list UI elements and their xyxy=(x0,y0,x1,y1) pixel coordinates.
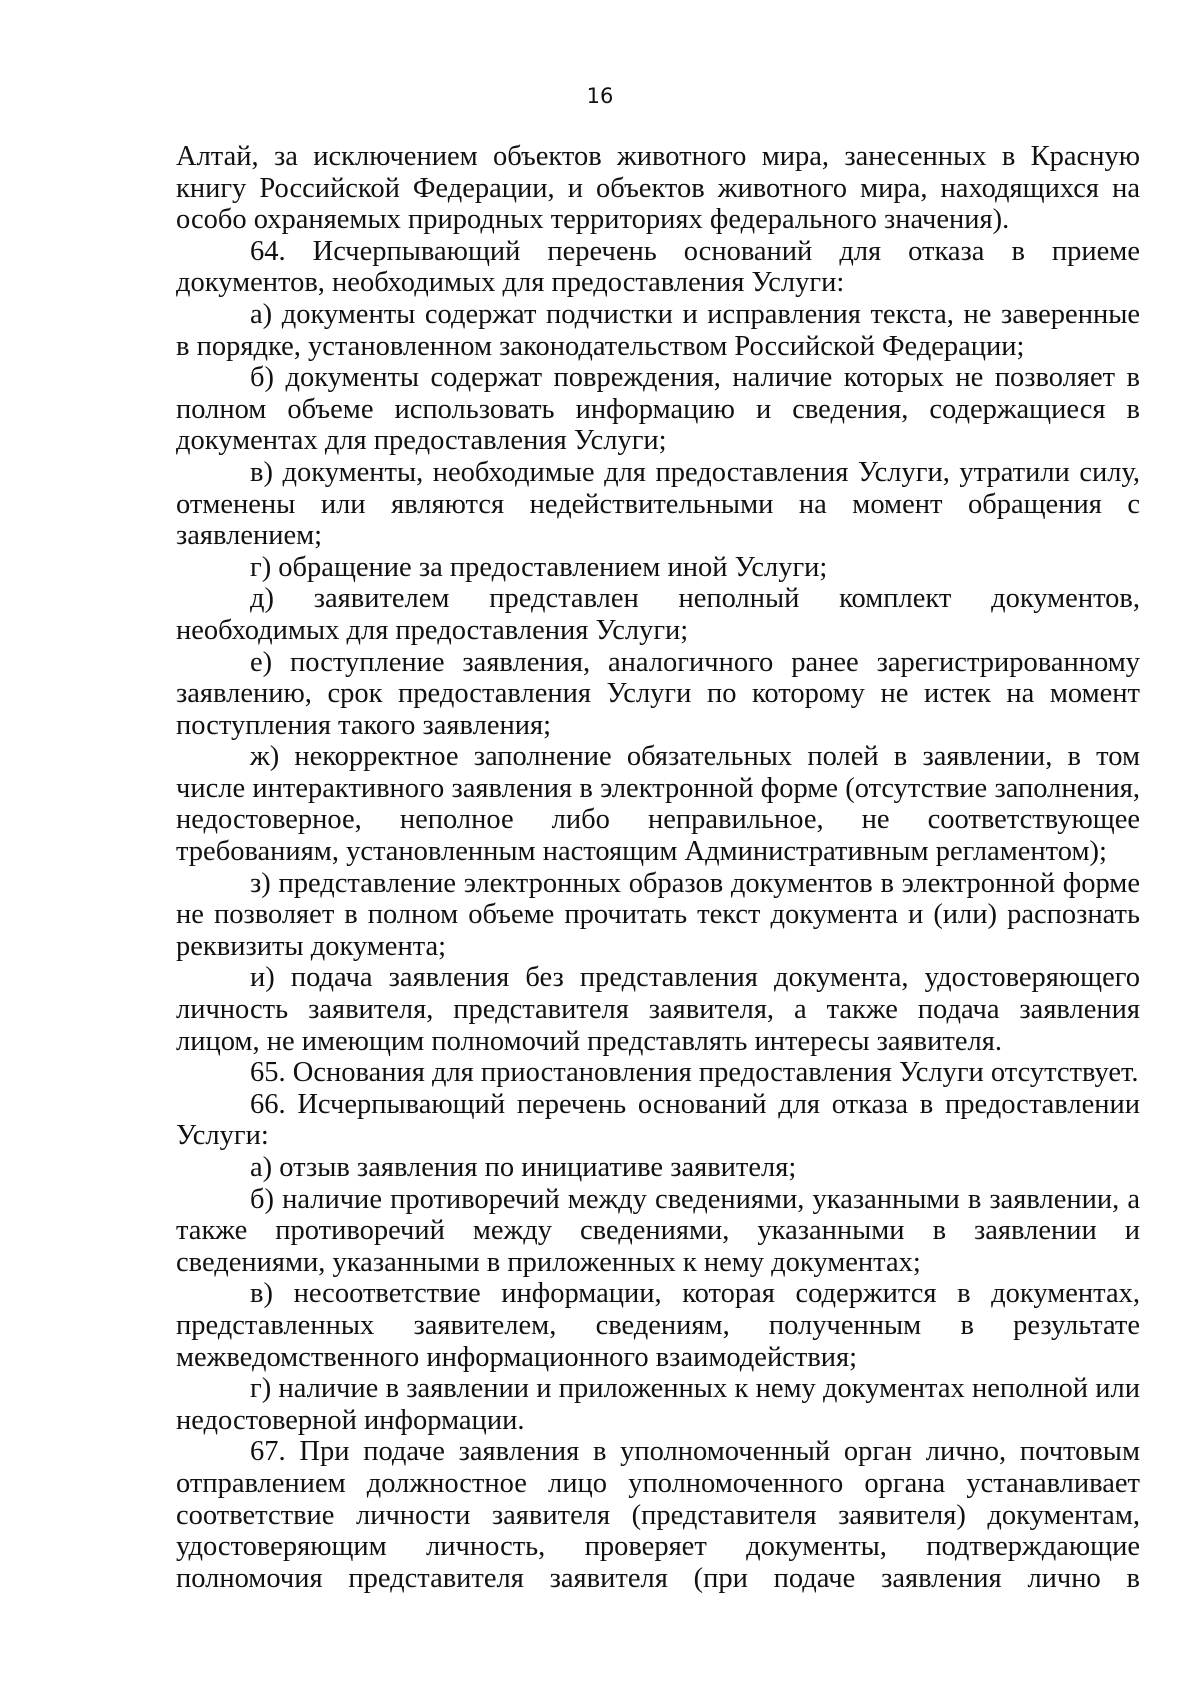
paragraph: Алтай, за исключением объектов животного мира, занесенных в Красную книгу Российской Федерации, и объектов животного мира, находящихся на особо охраняемых природных территориях федерального значения). xyxy=(176,141,1140,236)
document-body xyxy=(176,141,1140,1594)
paragraph: 66. Исчерпывающий перечень оснований для отказа в предоставлении Услуги: xyxy=(176,1088,1140,1152)
paragraph: г) обращение за предоставлением иной Услуги; xyxy=(250,551,828,583)
paragraph: 64. Исчерпывающий перечень оснований для отказа в приеме документов, необходимых для предоставления Услуги: xyxy=(176,235,1140,299)
paragraph: ж) некорректное заполнение обязательных полей в заявлении, в том числе интерактивного заявления в электронной форме (отсутствие заполнения, недостоверное, неполное либо неправильное, не соответствующее требованиям, установленным настоящим Административным регламентом); xyxy=(176,741,1140,868)
paragraph: в) документы, необходимые для предоставления Услуги, утратили силу, отменены или являются недействительными на момент обращения с заявлением; xyxy=(176,456,1140,552)
page-number: 16 xyxy=(586,84,614,108)
paragraph: г) наличие в заявлении и приложенных к нему документах неполной или недостоверной информации. xyxy=(176,1373,1140,1436)
paragraph: а) документы содержат подчистки и исправления текста, не заверенные в порядке, установленном законодательством Российской Федерации; xyxy=(176,298,1140,362)
paragraph: а) отзыв заявления по инициативе заявителя; xyxy=(250,1152,797,1183)
paragraph: з) представление электронных образов документов в электронной форме не позволяет в полном объеме прочитать текст документа и (или) распознать реквизиты документа; xyxy=(176,867,1140,962)
paragraph: в) несоответствие информации, которая содержится в документах, представленных заявителем, сведениям, полученным в результате межведомственного информационного взаимодействия; xyxy=(176,1278,1140,1373)
paragraph: и) подача заявления без представления документа, удостоверяющего личность заявителя, представителя заявителя, а также подача заявления лицом, не имеющим полномочий представлять интересы заявителя. xyxy=(176,962,1140,1057)
paragraph: 67. При подаче заявления в уполномоченный орган лично, почтовым отправлением должностное лицо уполномоченного органа устанавливает соответствие личности заявителя (представителя заявителя) документам, удостоверяющим личность, проверяет документы, подтверждающие полномочия представителя заявителя (при подаче заявления лично в xyxy=(176,1436,1140,1594)
paragraph: б) документы содержат повреждения, наличие которых не позволяет в полном объеме использовать информацию и сведения, содержащиеся в документах для предоставления Услуги; xyxy=(176,362,1140,457)
paragraph: 65. Основания для приостановления предоставления Услуги отсутствует. xyxy=(250,1057,1139,1089)
paragraph: б) наличие противоречий между сведениями, указанными в заявлении, а также противоречий между сведениями, указанными в заявлении и сведениями, указанными в приложенных к нему документах; xyxy=(176,1183,1140,1278)
paragraph: е) поступление заявления, аналогичного ранее зарегистрированному заявлению, срок предоставления Услуги по которому не истек на момент поступления такого заявления; xyxy=(176,646,1140,741)
paragraph: д) заявителем представлен неполный комплект документов, необходимых для предоставления Услуги; xyxy=(176,583,1140,646)
